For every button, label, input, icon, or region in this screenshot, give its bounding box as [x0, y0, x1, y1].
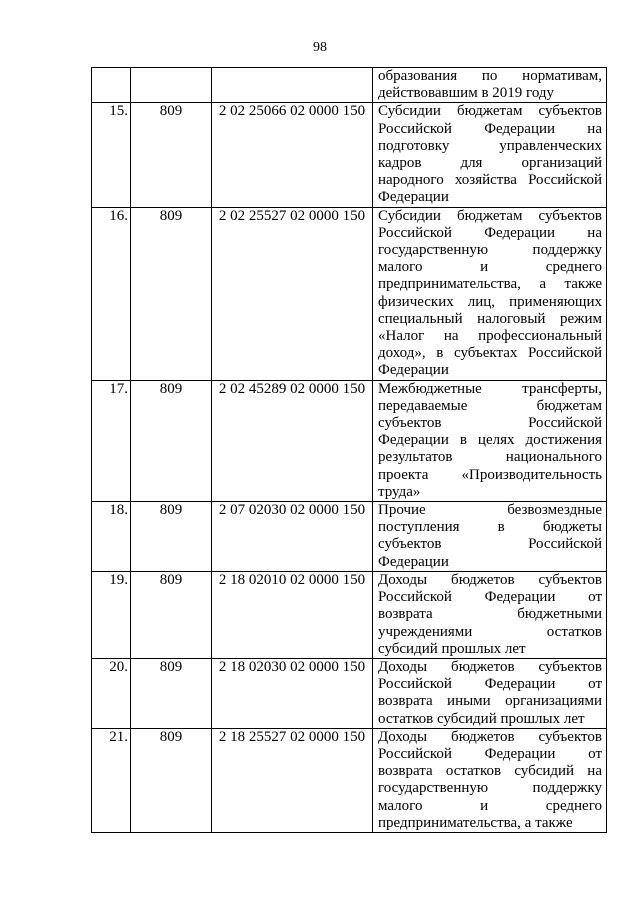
revenue-name-cell	[373, 207, 607, 380]
revenue-name-line: подготовку управленческих	[378, 137, 602, 154]
revenue-code-cell: 2 18 25527 02 0000 150	[212, 728, 373, 832]
row-number-cell: 15.	[92, 103, 131, 207]
revenue-name-cell	[373, 728, 607, 832]
revenue-name-line: специальный налоговый режим	[378, 310, 602, 327]
table-row	[92, 571, 607, 658]
administrator-code-cell: 809	[131, 571, 212, 658]
row-number-cell: 19.	[92, 571, 131, 658]
revenue-name-line: Федерации	[378, 553, 449, 570]
revenue-name-line: труда»	[378, 483, 421, 500]
table-body	[92, 68, 607, 833]
revenue-name-line: доход», в субъектах Российской	[378, 345, 602, 362]
revenue-name-line: учреждениями остатков	[378, 623, 602, 640]
revenue-name-line: Российской Федерации от	[378, 589, 602, 606]
revenue-name-line: малого и среднего	[378, 259, 602, 276]
revenue-name-line: Российской Федерации на	[378, 120, 602, 137]
revenue-name-line: Российской Федерации на	[378, 224, 602, 241]
administrator-code-cell: 809	[131, 728, 212, 832]
revenue-name-line: физических лиц, применяющих	[378, 293, 602, 310]
revenue-name-line: предпринимательства, а также	[378, 814, 573, 831]
revenue-name-line: результатов национального	[378, 449, 602, 466]
revenue-name-line: государственную поддержку	[378, 780, 602, 797]
row-number-cell: 17.	[92, 380, 131, 501]
administrator-code-cell	[131, 68, 212, 103]
revenue-name-line: предпринимательства, а также	[378, 276, 602, 293]
revenue-name-line: субъектов Российской	[378, 415, 602, 432]
revenue-name-cell	[373, 103, 607, 207]
revenue-name-line: поступления в бюджеты	[378, 519, 602, 536]
revenue-name-line: кадров для организаций	[378, 155, 602, 172]
revenue-name-line: Федерации	[378, 189, 449, 206]
revenue-name-line: возврата бюджетными	[378, 606, 602, 623]
revenue-name-cell	[373, 658, 607, 728]
revenue-name-line: Российской Федерации от	[378, 676, 602, 693]
revenue-name-line: возврата иными организациями	[378, 693, 602, 710]
revenue-name-line: Федерации в целях достижения	[378, 432, 602, 449]
row-number-cell: 21.	[92, 728, 131, 832]
revenue-code-cell	[212, 68, 373, 103]
revenue-name-line: передаваемые бюджетам	[378, 397, 602, 414]
row-number-cell: 20.	[92, 658, 131, 728]
revenue-name-cell	[373, 380, 607, 501]
revenue-code-cell: 2 02 45289 02 0000 150	[212, 380, 373, 501]
revenue-code-cell: 2 02 25066 02 0000 150	[212, 103, 373, 207]
revenue-code-cell: 2 18 02010 02 0000 150	[212, 571, 373, 658]
revenue-name-line: Межбюджетные трансферты,	[378, 380, 602, 397]
administrator-code-cell: 809	[131, 380, 212, 501]
revenue-name-cell	[373, 571, 607, 658]
revenue-name-line: субсидий прошлых лет	[378, 640, 526, 657]
revenue-code-cell: 2 07 02030 02 0000 150	[212, 502, 373, 572]
revenue-name-line: образования по нормативам,	[378, 68, 602, 84]
budget-classification-table	[91, 67, 607, 833]
row-number-cell: 18.	[92, 502, 131, 572]
table-row	[92, 728, 607, 832]
administrator-code-cell: 809	[131, 103, 212, 207]
revenue-name-cell	[373, 68, 607, 103]
revenue-name-line: остатков субсидий прошлых лет	[378, 710, 585, 727]
table-row	[92, 103, 607, 207]
revenue-name-line: Доходы бюджетов субъектов	[378, 571, 602, 588]
table-row	[92, 207, 607, 380]
revenue-name-line: Доходы бюджетов субъектов	[378, 658, 602, 675]
revenue-name-line: возврата остатков субсидий на	[378, 763, 602, 780]
table-row	[92, 658, 607, 728]
revenue-name-cell	[373, 502, 607, 572]
row-number-cell: 16.	[92, 207, 131, 380]
administrator-code-cell: 809	[131, 502, 212, 572]
revenue-name-line: государственную поддержку	[378, 242, 602, 259]
revenue-name-line: Доходы бюджетов субъектов	[378, 728, 602, 745]
revenue-name-line: Российской Федерации от	[378, 745, 602, 762]
administrator-code-cell: 809	[131, 207, 212, 380]
row-number-cell	[92, 68, 131, 103]
revenue-name-line: Субсидии бюджетам субъектов	[378, 103, 602, 120]
revenue-name-line: действовавшим в 2019 году	[378, 85, 555, 102]
revenue-code-cell: 2 02 25527 02 0000 150	[212, 207, 373, 380]
revenue-name-line: народного хозяйства Российской	[378, 172, 602, 189]
revenue-name-line: Прочие безвозмездные	[378, 502, 602, 519]
page-number: 98	[313, 40, 327, 55]
revenue-name-line: проекта «Производительность	[378, 466, 602, 483]
table-row	[92, 68, 607, 103]
revenue-name-line: Федерации	[378, 362, 449, 379]
revenue-name-line: субъектов Российской	[378, 536, 602, 553]
administrator-code-cell: 809	[131, 658, 212, 728]
revenue-name-line: Субсидии бюджетам субъектов	[378, 207, 602, 224]
table-row	[92, 502, 607, 572]
revenue-name-line: «Налог на профессиональный	[378, 328, 602, 345]
table-row	[92, 380, 607, 501]
revenue-code-cell: 2 18 02030 02 0000 150	[212, 658, 373, 728]
revenue-name-line: малого и среднего	[378, 797, 602, 814]
